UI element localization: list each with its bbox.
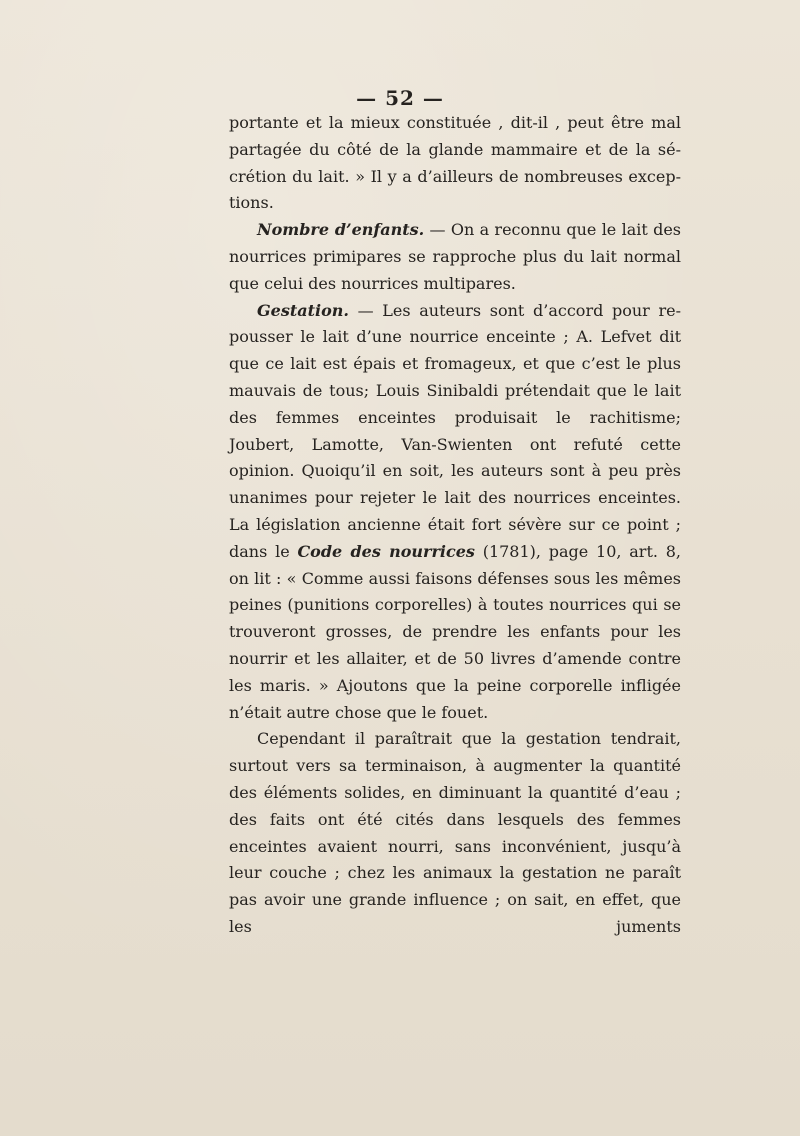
section-heading-gestation: Gestation. (257, 300, 349, 320)
text-segment: — On a reconnu que le lait des nourrices primipares se rapproche plus du lait normal que celui des nourrices multipares. (229, 220, 682, 293)
body-text (229, 110, 681, 941)
cited-title-code-des-nourrices: Code des nourrices (297, 541, 475, 561)
text-segment: — Les auteurs sont d’accord pour repousser le lait d’une nourrice enceinte ; A. Lefvet dit que ce lait est épais et fromageux, et que c’est le plus mauvais de tous; Louis Sinibaldi prétendait que le lait des femmes enceintes produisait le rachitisme; Joubert, Lamotte, Van-Swienten ont refuté cette opinion. Quoiqu’il en soit, les auteurs sont à peu près unanimes pour rejeter le lait des nourrices enceintes. La législation ancienne était fort sévère sur ce point ; dans le (229, 300, 681, 561)
text-segment: Cependant il paraîtrait que la gestation tendrait, surtout vers sa terminaison, à augmenter la quantité des éléments solides, en diminuant la quantité d’eau ; des faits ont été cités dans lesquels des femmes enceintes avaient nourri, sans inconvénient, jusqu’à leur couche ; chez les animaux la gestation ne paraît pas avoir une grande influence ; on sait, en effet, que les juments (229, 729, 681, 936)
paragraph-2 (229, 217, 681, 297)
section-heading-nombre-enfants: Nombre d’enfants. (257, 220, 425, 240)
paragraph-3 (229, 298, 681, 727)
paragraph-4 (229, 726, 681, 940)
text-segment: (1781), page 10, art. 8, on lit : « Comme aussi faisons défenses sous les mêmes peines (punitions corporelles) à toutes nourrices qui se trouveront grosses, de prendre les enfants pour les nourrir et les allaiter, et de 50 livres d’amende contre les maris. » Ajoutons que la peine corporelle infligée n’était autre chose que le fouet. (229, 541, 682, 722)
text-segment: portante et la mieux constituée , dit-il , peut être mal partagée du côté de la glande mammaire et de la sécrétion du lait. » Il y a d’ailleurs de nombreuses exceptions. (229, 113, 681, 213)
paragraph-1 (229, 110, 681, 217)
page-number: — 52 — (356, 86, 444, 110)
